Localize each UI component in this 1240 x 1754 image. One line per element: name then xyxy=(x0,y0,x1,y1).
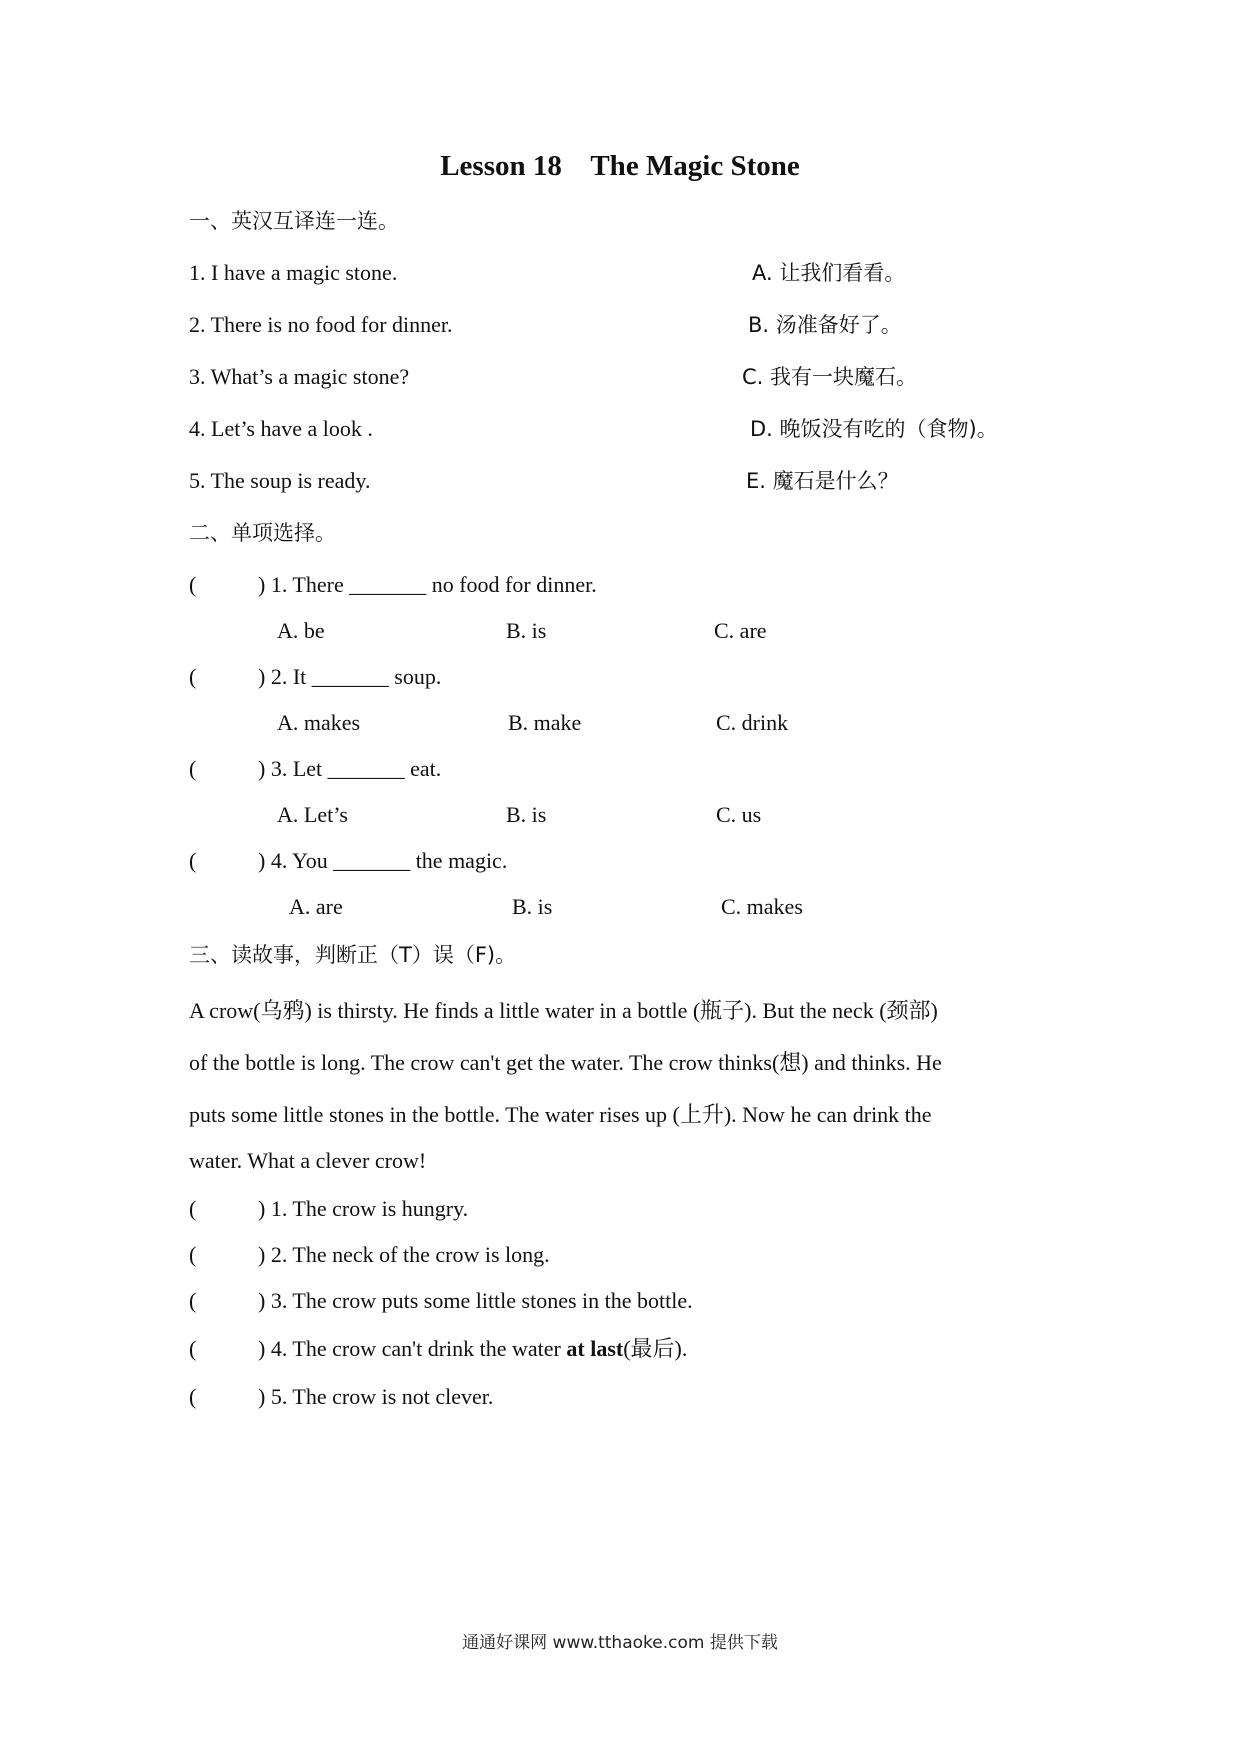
statement-5: ) 5. The crow is not clever. xyxy=(258,1384,494,1409)
match-right-a: A. 让我们看看。 xyxy=(752,261,906,285)
page-title: Lesson 18 The Magic Stone xyxy=(440,150,800,182)
answer-paren: ( xyxy=(189,664,197,689)
section1-heading: 一、英汉互译连一连。 xyxy=(189,209,399,233)
match-right-d: D. 晚饭没有吃的（食物)。 xyxy=(750,417,998,441)
answer-paren: ( xyxy=(189,1336,197,1361)
answer-paren: ( xyxy=(189,848,197,873)
story-line-1: A crow(乌鸦) is thirsty. He finds a little water in a bottle (瓶子). But the neck (颈部) xyxy=(189,998,938,1023)
statement-1: ) 1. The crow is hungry. xyxy=(258,1196,469,1221)
option-c: C. drink xyxy=(716,710,789,735)
option-b: B. make xyxy=(508,710,582,735)
statement-3: ) 3. The crow puts some little stones in the bottle. xyxy=(258,1288,693,1313)
option-c: C. us xyxy=(716,802,762,827)
story-line-2: of the bottle is long. The crow can't get the water. The crow thinks(想) and thinks. He xyxy=(189,1050,942,1075)
option-a: A. Let’s xyxy=(277,802,348,827)
statement-4-bold: at last xyxy=(566,1336,624,1361)
statement-2: ) 2. The neck of the crow is long. xyxy=(258,1242,550,1267)
option-b: B. is xyxy=(512,894,553,919)
option-c: C. makes xyxy=(721,894,803,919)
match-left-2: 2. There is no food for dinner. xyxy=(189,312,453,337)
match-right-e: E. 魔石是什么？ xyxy=(746,469,899,493)
match-left-1: 1. I have a magic stone. xyxy=(189,260,398,285)
question-4: ) 4. You _______ the magic. xyxy=(258,848,508,873)
match-left-4: 4. Let’s have a look . xyxy=(189,416,373,441)
section2-heading: 二、单项选择。 xyxy=(189,521,336,545)
option-b: B. is xyxy=(506,802,547,827)
answer-paren: ( xyxy=(189,572,197,597)
match-left-5: 5. The soup is ready. xyxy=(189,468,371,493)
option-c: C. are xyxy=(714,618,767,643)
statement-4-pre: ) 4. The crow can't drink the water xyxy=(258,1336,567,1361)
answer-paren: ( xyxy=(189,1288,197,1313)
statement-4-post: (最后). xyxy=(623,1336,688,1361)
option-a: A. are xyxy=(289,894,343,919)
story-line-3: puts some little stones in the bottle. The water rises up (上升). Now he can drink the xyxy=(189,1102,932,1127)
answer-paren: ( xyxy=(189,756,197,781)
answer-paren: ( xyxy=(189,1384,197,1409)
option-a: A. makes xyxy=(277,710,361,735)
answer-paren: ( xyxy=(189,1242,197,1267)
story-line-4: water. What a clever crow! xyxy=(189,1148,427,1173)
question-2: ) 2. It _______ soup. xyxy=(258,664,442,689)
option-a: A. be xyxy=(277,618,325,643)
option-b: B. is xyxy=(506,618,547,643)
question-1: ) 1. There _______ no food for dinner. xyxy=(258,572,597,597)
answer-paren: ( xyxy=(189,1196,197,1221)
match-right-b: B. 汤准备好了。 xyxy=(748,313,902,337)
statement-4 xyxy=(258,1334,687,1364)
footer-watermark: 通通好课网 www.tthaoke.com 提供下载 xyxy=(462,1633,778,1653)
section3-heading: 三、读故事，判断正（T）误（F)。 xyxy=(189,943,517,967)
question-3: ) 3. Let _______ eat. xyxy=(258,756,442,781)
match-left-3: 3. What’s a magic stone? xyxy=(189,364,410,389)
match-right-c: C. 我有一块魔石。 xyxy=(742,365,918,389)
